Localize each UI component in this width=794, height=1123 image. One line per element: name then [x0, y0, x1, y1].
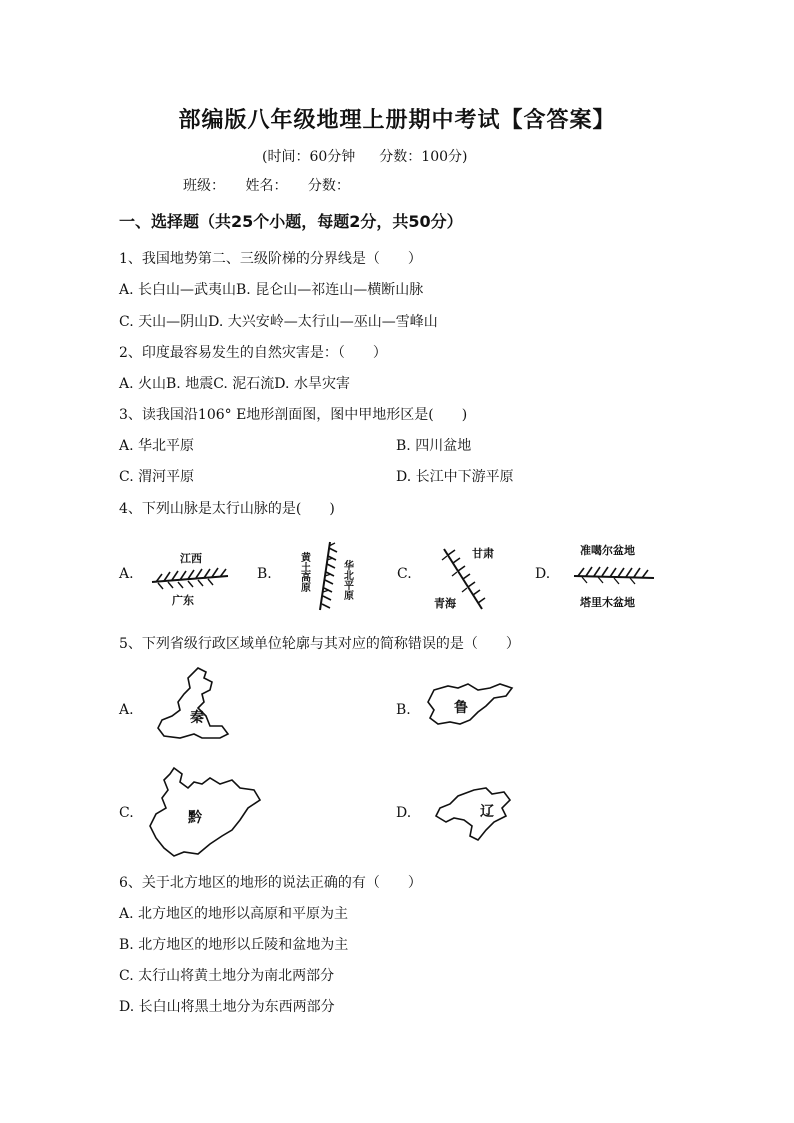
q5-b-abbr: 鲁 [454, 700, 468, 716]
q4-c-bottom-label: 青海 [434, 597, 456, 610]
q5-option-a-outline [150, 664, 234, 742]
q3-stem: 3、读我国沿106° E地形剖面图，图中甲地形区是( ) [119, 407, 468, 423]
q4-c-top-label: 甘肃 [472, 547, 494, 560]
section-heading: 一、选择题（共25个小题，每题2分，共50分） [119, 212, 463, 231]
q6-stem: 6、关于北方地区的地形的说法正确的有（ ） [119, 875, 422, 891]
q1-stem: 1、我国地势第二、三级阶梯的分界线是（ ） [119, 251, 422, 267]
q3-option-d: D. 长江中下游平原 [396, 469, 514, 485]
q4-d-top-label: 准噶尔盆地 [580, 544, 635, 557]
class-label: 班级： [183, 178, 225, 194]
q3-option-c: C. 渭河平原 [119, 469, 195, 485]
q4-option-c-map [430, 543, 500, 615]
exam-time: (时间：60分钟 [262, 149, 356, 165]
q4-option-c-label: C. [397, 566, 412, 582]
q3-option-a: A. 华北平原 [119, 438, 195, 454]
q2-stem: 2、印度最容易发生的自然灾害是：（ ） [119, 345, 387, 361]
q5-option-d-label: D. [396, 805, 412, 821]
q4-stem: 4、下列山脉是太行山脉的是( ) [119, 501, 335, 517]
q4-b-right-label: 华北平原 [341, 560, 353, 600]
exam-score: 分数：100分) [379, 149, 468, 165]
page-title: 部编版八年级地理上册期中考试【含答案】 [178, 108, 616, 133]
q4-d-bottom-label: 塔里木盆地 [580, 596, 635, 609]
q5-d-abbr: 辽 [480, 804, 494, 820]
q6-option-c: C. 太行山将黄土地分为南北两部分 [119, 968, 335, 984]
q6-option-d: D. 长白山将黑土地分为东西两部分 [119, 999, 335, 1015]
q5-option-b-label: B. [396, 702, 411, 718]
q5-option-c-label: C. [119, 805, 134, 821]
q4-option-d-map [568, 538, 664, 612]
name-label: 姓名： [245, 178, 288, 194]
q3-option-b: B. 四川盆地 [396, 438, 472, 454]
q4-option-d-label: D. [535, 566, 551, 582]
q5-option-c-outline [144, 764, 266, 860]
q4-b-left-label: 黄土高原 [298, 552, 310, 592]
exam-meta [262, 146, 467, 166]
q4-a-bottom-label: 广东 [172, 594, 194, 607]
q5-a-abbr: 秦 [190, 710, 204, 726]
q4-option-b-label: B. [257, 566, 272, 582]
q4-option-a-label: A. [119, 566, 134, 582]
q5-option-b-outline [424, 680, 516, 730]
student-info [183, 175, 366, 195]
q6-option-b: B. 北方地区的地形以丘陵和盆地为主 [119, 937, 349, 953]
q4-option-a-map [148, 548, 236, 610]
q2-options: A. 火山B. 地震C. 泥石流D. 水旱灾害 [119, 376, 350, 392]
q4-a-top-label: 江西 [180, 552, 202, 565]
q5-stem: 5、下列省级行政区域单位轮廓与其对应的简称错误的是（ ） [119, 636, 520, 652]
q1-options-cd: C. 天山—阴山D. 大兴安岭—太行山—巫山—雪峰山 [119, 314, 438, 330]
q5-option-d-outline [430, 784, 514, 846]
q1-options-ab: A. 长白山—武夷山B. 昆仑山—祁连山—横断山脉 [119, 282, 424, 298]
q5-c-abbr: 黔 [188, 810, 202, 826]
q5-option-a-label: A. [119, 702, 134, 718]
q6-option-a: A. 北方地区的地形以高原和平原为主 [119, 906, 349, 922]
q4-option-b-map [290, 538, 362, 614]
score-label: 分数： [307, 178, 350, 194]
